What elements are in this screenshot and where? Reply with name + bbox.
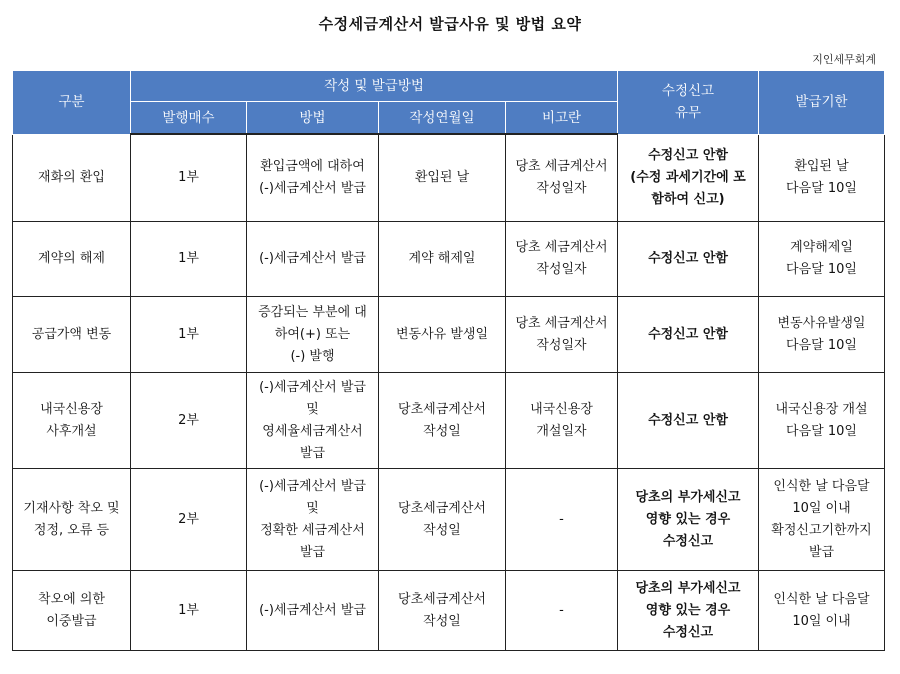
cell-remark-line: 내국신용장 xyxy=(530,401,593,417)
cell-remark xyxy=(506,222,618,297)
cell-category-line: 기재사항 착오 및 xyxy=(23,500,120,516)
cell-amended-return-line: 수정신고 안함 xyxy=(648,412,728,428)
source-label: 지인세무회계 xyxy=(812,53,876,66)
header-remark: 비고란 xyxy=(506,102,618,135)
cell-amended-return-line: 수정신고 xyxy=(662,624,714,640)
cell-category xyxy=(13,297,131,373)
cell-date xyxy=(379,373,506,469)
cell-deadline-line: 다음달 10일 xyxy=(786,262,857,277)
cell-deadline xyxy=(759,297,885,373)
cell-remark xyxy=(506,134,618,222)
cell-count: 1부 xyxy=(131,297,247,373)
cell-remark-line: 개설일자 xyxy=(536,423,587,439)
cell-amended-return xyxy=(618,469,759,571)
cell-date-line: 변동사유 발생일 xyxy=(395,326,489,342)
cell-amended-return xyxy=(618,297,759,373)
cell-deadline-line: 인식한 날 다음달 xyxy=(773,591,870,607)
cell-category-line: 내국신용장 xyxy=(40,401,103,417)
cell-amended-return xyxy=(618,222,759,297)
cell-deadline-line: 환입된 날 xyxy=(794,158,849,174)
cell-method xyxy=(247,469,379,571)
cell-category-line: 계약의 해제 xyxy=(38,251,105,266)
cell-method-line: (-) 발행 xyxy=(290,348,335,364)
cell-date-line: 작성일 xyxy=(423,423,461,439)
cell-deadline xyxy=(759,373,885,469)
cell-amended-return xyxy=(618,373,759,469)
cell-method-line: 및 xyxy=(306,401,319,417)
cell-method-line: 발급 xyxy=(299,445,326,461)
cell-category-line: 사후개설 xyxy=(46,423,97,439)
cell-date xyxy=(379,469,506,571)
cell-category xyxy=(13,134,131,222)
cell-date-line: 당초세금계산서 xyxy=(398,591,486,607)
cell-category-line: 착오에 의한 xyxy=(38,591,105,607)
cell-remark xyxy=(506,571,618,651)
header-amended-line2: 유무 xyxy=(674,105,702,122)
cell-count: 2부 xyxy=(131,373,247,469)
cell-deadline-line: 발급 xyxy=(808,544,835,560)
cell-remark-line: 작성일자 xyxy=(536,181,587,196)
cell-deadline-line: 내국신용장 개설 xyxy=(775,401,868,417)
header-method: 방법 xyxy=(247,102,379,135)
cell-date-line: 작성일 xyxy=(423,522,461,538)
table-row xyxy=(13,469,885,571)
cell-deadline-line: 10일 이내 xyxy=(792,613,851,629)
cell-method xyxy=(247,297,379,373)
cell-method-line: 증감되는 부분에 대 xyxy=(258,304,367,320)
cell-date-line: 당초세금계산서 xyxy=(398,401,486,417)
cell-remark-line: - xyxy=(559,602,564,618)
cell-method-line: 하여(+) 또는 xyxy=(274,326,351,342)
cell-method-line: (-)세금계산서 발급 xyxy=(259,181,366,196)
cell-count: 2부 xyxy=(131,469,247,571)
cell-category-line: 공급가액 변동 xyxy=(31,326,112,342)
cell-amended-return xyxy=(618,571,759,651)
cell-deadline xyxy=(759,134,885,222)
cell-amended-return-line: 당초의 부가세신고 xyxy=(635,580,741,596)
cell-deadline-line: 다음달 10일 xyxy=(786,423,857,439)
cell-method-line: (-)세금계산서 발급 xyxy=(259,478,366,494)
cell-date xyxy=(379,571,506,651)
cell-remark xyxy=(506,469,618,571)
cell-method-line: (-)세금계산서 발급 xyxy=(259,251,366,266)
header-amended-line1: 수정신고 xyxy=(661,83,715,100)
cell-deadline xyxy=(759,469,885,571)
cell-deadline-line: 계약해제일 xyxy=(790,240,853,255)
cell-date xyxy=(379,297,506,373)
table-row xyxy=(13,222,885,297)
cell-deadline-line: 다음달 10일 xyxy=(786,180,857,196)
cell-amended-return-line: 수정신고 안함 xyxy=(648,326,728,342)
cell-category-line: 재화의 환입 xyxy=(38,169,105,185)
cell-amended-return-line: 수정신고 xyxy=(662,533,714,549)
cell-amended-return-line: 함하여 신고) xyxy=(651,191,725,207)
cell-remark-line: 당초 세금계산서 xyxy=(515,159,608,174)
cell-category xyxy=(13,373,131,469)
cell-date xyxy=(379,222,506,297)
header-deadline: 발급기한 xyxy=(759,71,885,135)
cell-remark-line: - xyxy=(559,511,564,527)
cell-remark-line: 작성일자 xyxy=(536,262,587,277)
cell-amended-return-line: 영향 있는 경우 xyxy=(645,511,731,527)
cell-date xyxy=(379,134,506,222)
header-issue-method-group: 작성 및 발급방법 xyxy=(131,71,618,102)
cell-method-line: 및 xyxy=(306,500,319,516)
cell-method-line: 정확한 세금계산서 xyxy=(260,522,365,538)
table-row xyxy=(13,373,885,469)
cell-deadline-line: 변동사유발생일 xyxy=(777,315,866,331)
cell-count: 1부 xyxy=(131,571,247,651)
cell-count: 1부 xyxy=(131,222,247,297)
cell-amended-return-line: (수정 과세기간에 포 xyxy=(630,169,746,185)
cell-method-line: (-)세금계산서 발급 xyxy=(259,379,366,395)
table-row xyxy=(13,571,885,651)
page-title: 수정세금계산서 발급사유 및 방법 요약 xyxy=(318,15,582,33)
cell-remark-line: 당초 세금계산서 xyxy=(515,240,608,255)
cell-remark xyxy=(506,297,618,373)
cell-category xyxy=(13,222,131,297)
summary-table xyxy=(12,70,885,651)
cell-count: 1부 xyxy=(131,134,247,222)
cell-remark-line: 당초 세금계산서 xyxy=(515,315,608,331)
table-row xyxy=(13,297,885,373)
header-amended-return xyxy=(618,71,759,135)
cell-date-line: 환입된 날 xyxy=(414,170,470,185)
cell-method xyxy=(247,222,379,297)
cell-method xyxy=(247,571,379,651)
cell-deadline-line: 인식한 날 다음달 xyxy=(773,478,870,494)
header-count: 발행매수 xyxy=(131,102,247,135)
cell-date-line: 계약 해제일 xyxy=(408,251,476,266)
table-row xyxy=(13,134,885,222)
cell-deadline-line: 10일 이내 xyxy=(792,500,851,516)
cell-deadline xyxy=(759,571,885,651)
header-category: 구분 xyxy=(13,71,131,135)
cell-method-line: 발급 xyxy=(299,544,326,560)
cell-deadline-line: 다음달 10일 xyxy=(786,337,857,353)
cell-deadline xyxy=(759,222,885,297)
cell-category xyxy=(13,469,131,571)
cell-remark xyxy=(506,373,618,469)
cell-date-line: 작성일 xyxy=(423,613,461,629)
cell-method xyxy=(247,134,379,222)
cell-category-line: 이중발급 xyxy=(46,613,97,629)
cell-amended-return-line: 수정신고 안함 xyxy=(648,251,728,266)
header-date: 작성연월일 xyxy=(379,102,506,135)
cell-remark-line: 작성일자 xyxy=(536,337,587,353)
cell-deadline-line: 확정신고기한까지 xyxy=(771,522,872,538)
cell-date-line: 당초세금계산서 xyxy=(398,500,486,516)
cell-method-line: 환입금액에 대하여 xyxy=(260,159,365,174)
cell-method-line: 영세율세금계산서 xyxy=(262,423,363,439)
cell-method xyxy=(247,373,379,469)
cell-amended-return-line: 수정신고 안함 xyxy=(648,147,728,163)
cell-category xyxy=(13,571,131,651)
cell-amended-return xyxy=(618,134,759,222)
cell-category-line: 정정, 오류 등 xyxy=(33,522,110,538)
table-body xyxy=(13,134,885,651)
cell-method-line: (-)세금계산서 발급 xyxy=(259,602,366,618)
cell-amended-return-line: 당초의 부가세신고 xyxy=(635,489,741,505)
cell-amended-return-line: 영향 있는 경우 xyxy=(645,602,731,618)
